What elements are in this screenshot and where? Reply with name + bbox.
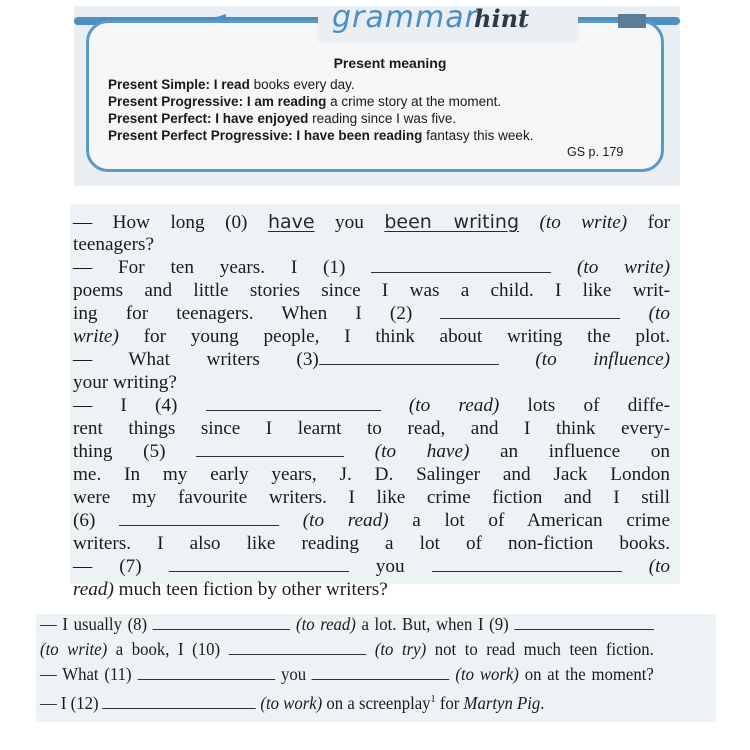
exercise-line-14: (6) (to read) a lot of American crime <box>73 510 671 531</box>
hint-subtitle: Present meaning <box>333 55 447 71</box>
hint-line-present-simple: Present Simple: I read books every day. <box>108 77 355 92</box>
continuation-line-4: — I (12) (to work) on a screenplay$^1$ for Martyn Pig. <box>40 693 545 713</box>
exercise-line-7: — What writers (3) (to influence) <box>73 349 671 370</box>
exercise-line-1: — How long (0) have you been writing (to write) for <box>73 211 671 233</box>
blank-11b[interactable] <box>312 665 450 680</box>
exercise-line-12: me. In my early years, J. D. Salinger and Jack London <box>73 464 670 485</box>
blank-7a[interactable] <box>169 557 349 572</box>
exercise-line-16: — (7) you (to <box>73 556 671 577</box>
book-title: Martyn Pig <box>463 693 541 713</box>
blank-3[interactable] <box>319 350 499 365</box>
exercise-line-10: rent things since I learnt to read, and I think every- <box>73 418 670 439</box>
exercise-line-3: — For ten years. I (1) (to write) <box>73 257 670 278</box>
example-answer-0b: been writing <box>384 211 520 233</box>
exercise-line-5: ing for teenagers. When I (2) (to <box>73 303 670 324</box>
blank-11a[interactable] <box>137 665 275 680</box>
exercise-line-6: write) for young people, I think about writing the plot. <box>73 326 670 347</box>
example-answer-0a: have <box>267 211 315 233</box>
hint-title-hint: hint <box>474 4 530 33</box>
blank-6[interactable] <box>119 511 279 526</box>
continuation-line-1: — I usually (8) (to read) a lot. But, when I (9) <box>40 612 654 636</box>
exercise-line-8: your writing? <box>73 372 177 393</box>
hint-reference: GS p. 179 <box>567 145 624 159</box>
exercise-line-15: writers. I also like reading a lot of non-fiction books. <box>73 533 670 554</box>
hint-line-present-perfect: Present Perfect: I have enjoyed reading since I was five. <box>108 111 457 126</box>
blank-5[interactable] <box>196 442 344 457</box>
exercise-line-11: thing (5) (to have) an influence on <box>73 441 670 462</box>
hint-line-present-perfect-progressive: Present Perfect Progressive: I have been reading fantasy this week. <box>108 128 534 143</box>
continuation-line-2: (to write) a book, I (10) (to try) not to read much teen fiction. <box>40 639 654 659</box>
hint-line-present-progressive: Present Progressive: I am reading a crime story at the moment. <box>108 94 502 109</box>
continuation-line-3: — What (11) you (to work) on at the moment? <box>40 664 654 684</box>
hint-title-grammar: grammar <box>332 0 478 35</box>
blank-4[interactable] <box>206 396 381 411</box>
blank-8[interactable] <box>153 615 291 630</box>
exercise-line-4: poems and little stories since I was a child. I like writ- <box>73 280 670 301</box>
blank-2[interactable] <box>440 304 620 319</box>
exercise-line-9: — I (4) (to read) lots of diffe- <box>73 395 670 416</box>
exercise-line-13: were my favourite writers. I like crime fiction and I still <box>73 487 670 508</box>
blank-10[interactable] <box>229 640 367 655</box>
bookmark-icon <box>618 14 646 28</box>
blank-12[interactable] <box>103 694 256 709</box>
blank-1[interactable] <box>371 258 551 273</box>
exercise-line-17: read) much teen fiction by other writers? <box>73 579 388 600</box>
exercise-line-2: teenagers? <box>73 234 154 255</box>
blank-9[interactable] <box>514 615 653 630</box>
blank-7b[interactable] <box>432 557 622 572</box>
